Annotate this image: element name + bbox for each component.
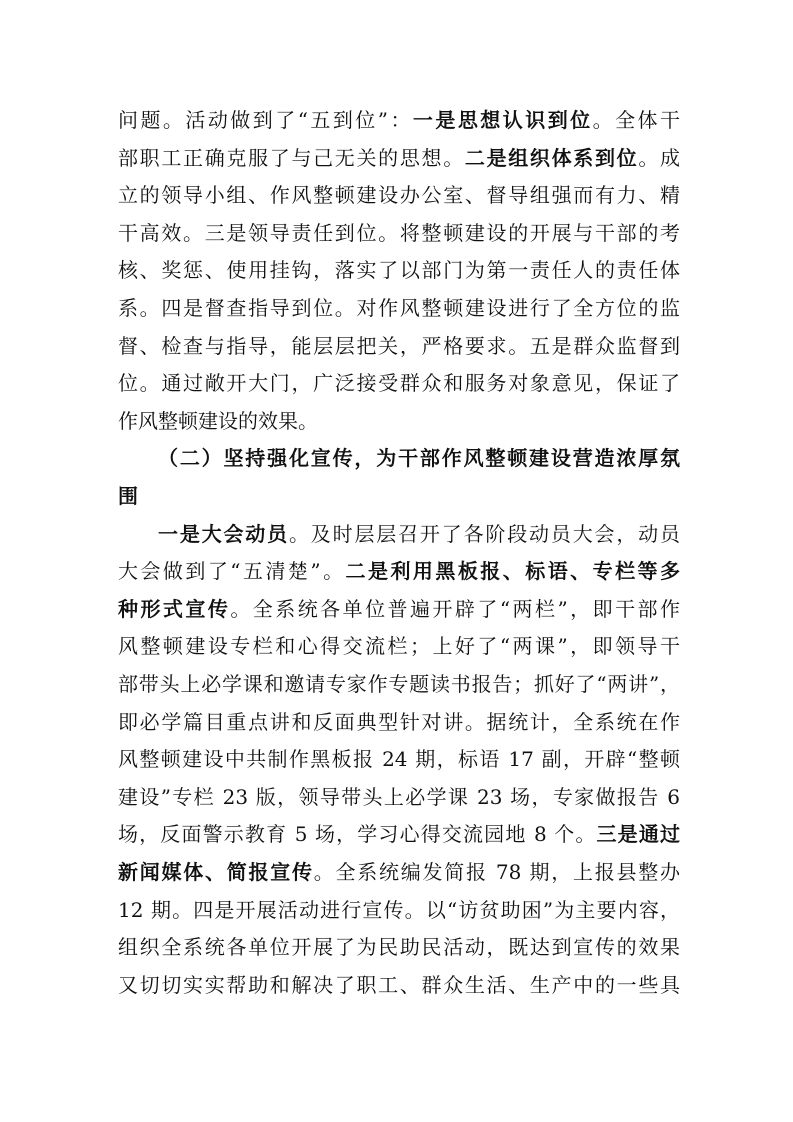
text: 12 期。四是开展活动进行宣传。以“访贫助困”为主要内容，: [118, 897, 680, 922]
text: 组织全系统各单位开展了为民助民活动，既达到宣传的效果: [118, 935, 680, 960]
paragraph-line: [118, 857, 680, 887]
paragraph-line: [118, 707, 680, 737]
text: 立的领导小组、作风整顿建设办公室、督导组强而有力、精: [118, 183, 680, 208]
bold-text: 种形式宣传: [118, 596, 231, 621]
paragraph-line: [118, 556, 680, 586]
bold-text: 三是通过: [596, 822, 680, 847]
text: 干高效。三是领导责任到位。将整顿建设的开展与干部的考: [118, 220, 680, 245]
text: 作风整顿建设的效果。: [118, 408, 318, 433]
paragraph-line: [118, 293, 680, 323]
paragraph-line: [118, 180, 680, 210]
paragraph-line: [118, 819, 680, 849]
paragraph-line: [118, 331, 680, 361]
paragraph-line: [118, 744, 680, 774]
paragraph-line: [118, 932, 680, 962]
text: 部带头上必学课和邀请专家作专题读书报告；抓好了“两讲”，: [118, 672, 680, 696]
bold-text: 二是利用黑板报、标语、专栏等多: [345, 559, 680, 584]
text: 督、检查与指导，能层层把关，严格要求。五是群众监督到: [118, 333, 680, 358]
bold-text: 二是组织体系到位: [464, 145, 639, 170]
paragraph-line: [158, 519, 680, 549]
paragraph-line: [118, 143, 680, 173]
text: 风整顿建设专栏和心得交流栏；上好了“两课”，即领导干: [118, 634, 680, 659]
bold-text: 新闻媒体、简报宣传: [118, 860, 314, 884]
section-heading-line: [158, 443, 680, 473]
paragraph-line: [118, 255, 680, 285]
paragraph-line: [118, 895, 680, 925]
text: 。全系统编发简报 78 期，上报县整办: [313, 860, 680, 884]
text: （二）坚持强化宣传，为干部作风整顿建设营造浓厚氛: [158, 446, 680, 471]
paragraph-line: [118, 368, 680, 398]
text: 又切切实实帮助和解决了职工、群众生活、生产中的一些具: [118, 972, 680, 997]
text: 围: [118, 484, 138, 508]
paragraph-line: [118, 105, 680, 135]
paragraph-line: [118, 218, 680, 248]
text: 系。四是督查指导到位。对作风整顿建设进行了全方位的监: [118, 296, 680, 320]
text: 。全系统各单位普遍开辟了“两栏”，即干部作: [230, 596, 680, 621]
paragraph-line: [118, 970, 680, 1000]
text: 位。通过敞开大门，广泛接受群众和服务对象意见，保证了: [118, 371, 680, 396]
bold-text: 一是大会动员: [158, 521, 289, 546]
paragraph-line: [118, 406, 680, 436]
paragraph-line: [118, 782, 680, 812]
paragraph-line: [118, 594, 680, 624]
text: 。全体干: [592, 108, 681, 132]
text: 部职工正确克服了与己无关的思想。: [118, 145, 465, 170]
text: 。成: [638, 145, 681, 170]
paragraph-line: [118, 669, 680, 699]
text: 核、奖惩、使用挂钩，落实了以部门为第一责任人的责任体: [118, 258, 680, 283]
text: 场，反面警示教育 5 场，学习心得交流园地 8 个。: [118, 822, 597, 847]
section-heading-line: [118, 481, 680, 511]
text: 。及时层层召开了各阶段动员大会，动员: [288, 521, 681, 546]
text: 风整顿建设中共制作黑板报 24 期，标语 17 副，开辟“整顿: [118, 747, 680, 772]
bold-text: 一是思想认识到位: [412, 108, 593, 132]
text: 大会做到了“五清楚”。: [118, 559, 346, 584]
text: 建设”专栏 23 版，领导带头上必学课 23 场，专家做报告 6: [118, 784, 680, 809]
text: 即必学篇目重点讲和反面典型针对讲。据统计，全系统在作: [118, 709, 680, 734]
text: 问题。活动做到了“五到位”：: [118, 108, 413, 132]
paragraph-line: [118, 631, 680, 661]
